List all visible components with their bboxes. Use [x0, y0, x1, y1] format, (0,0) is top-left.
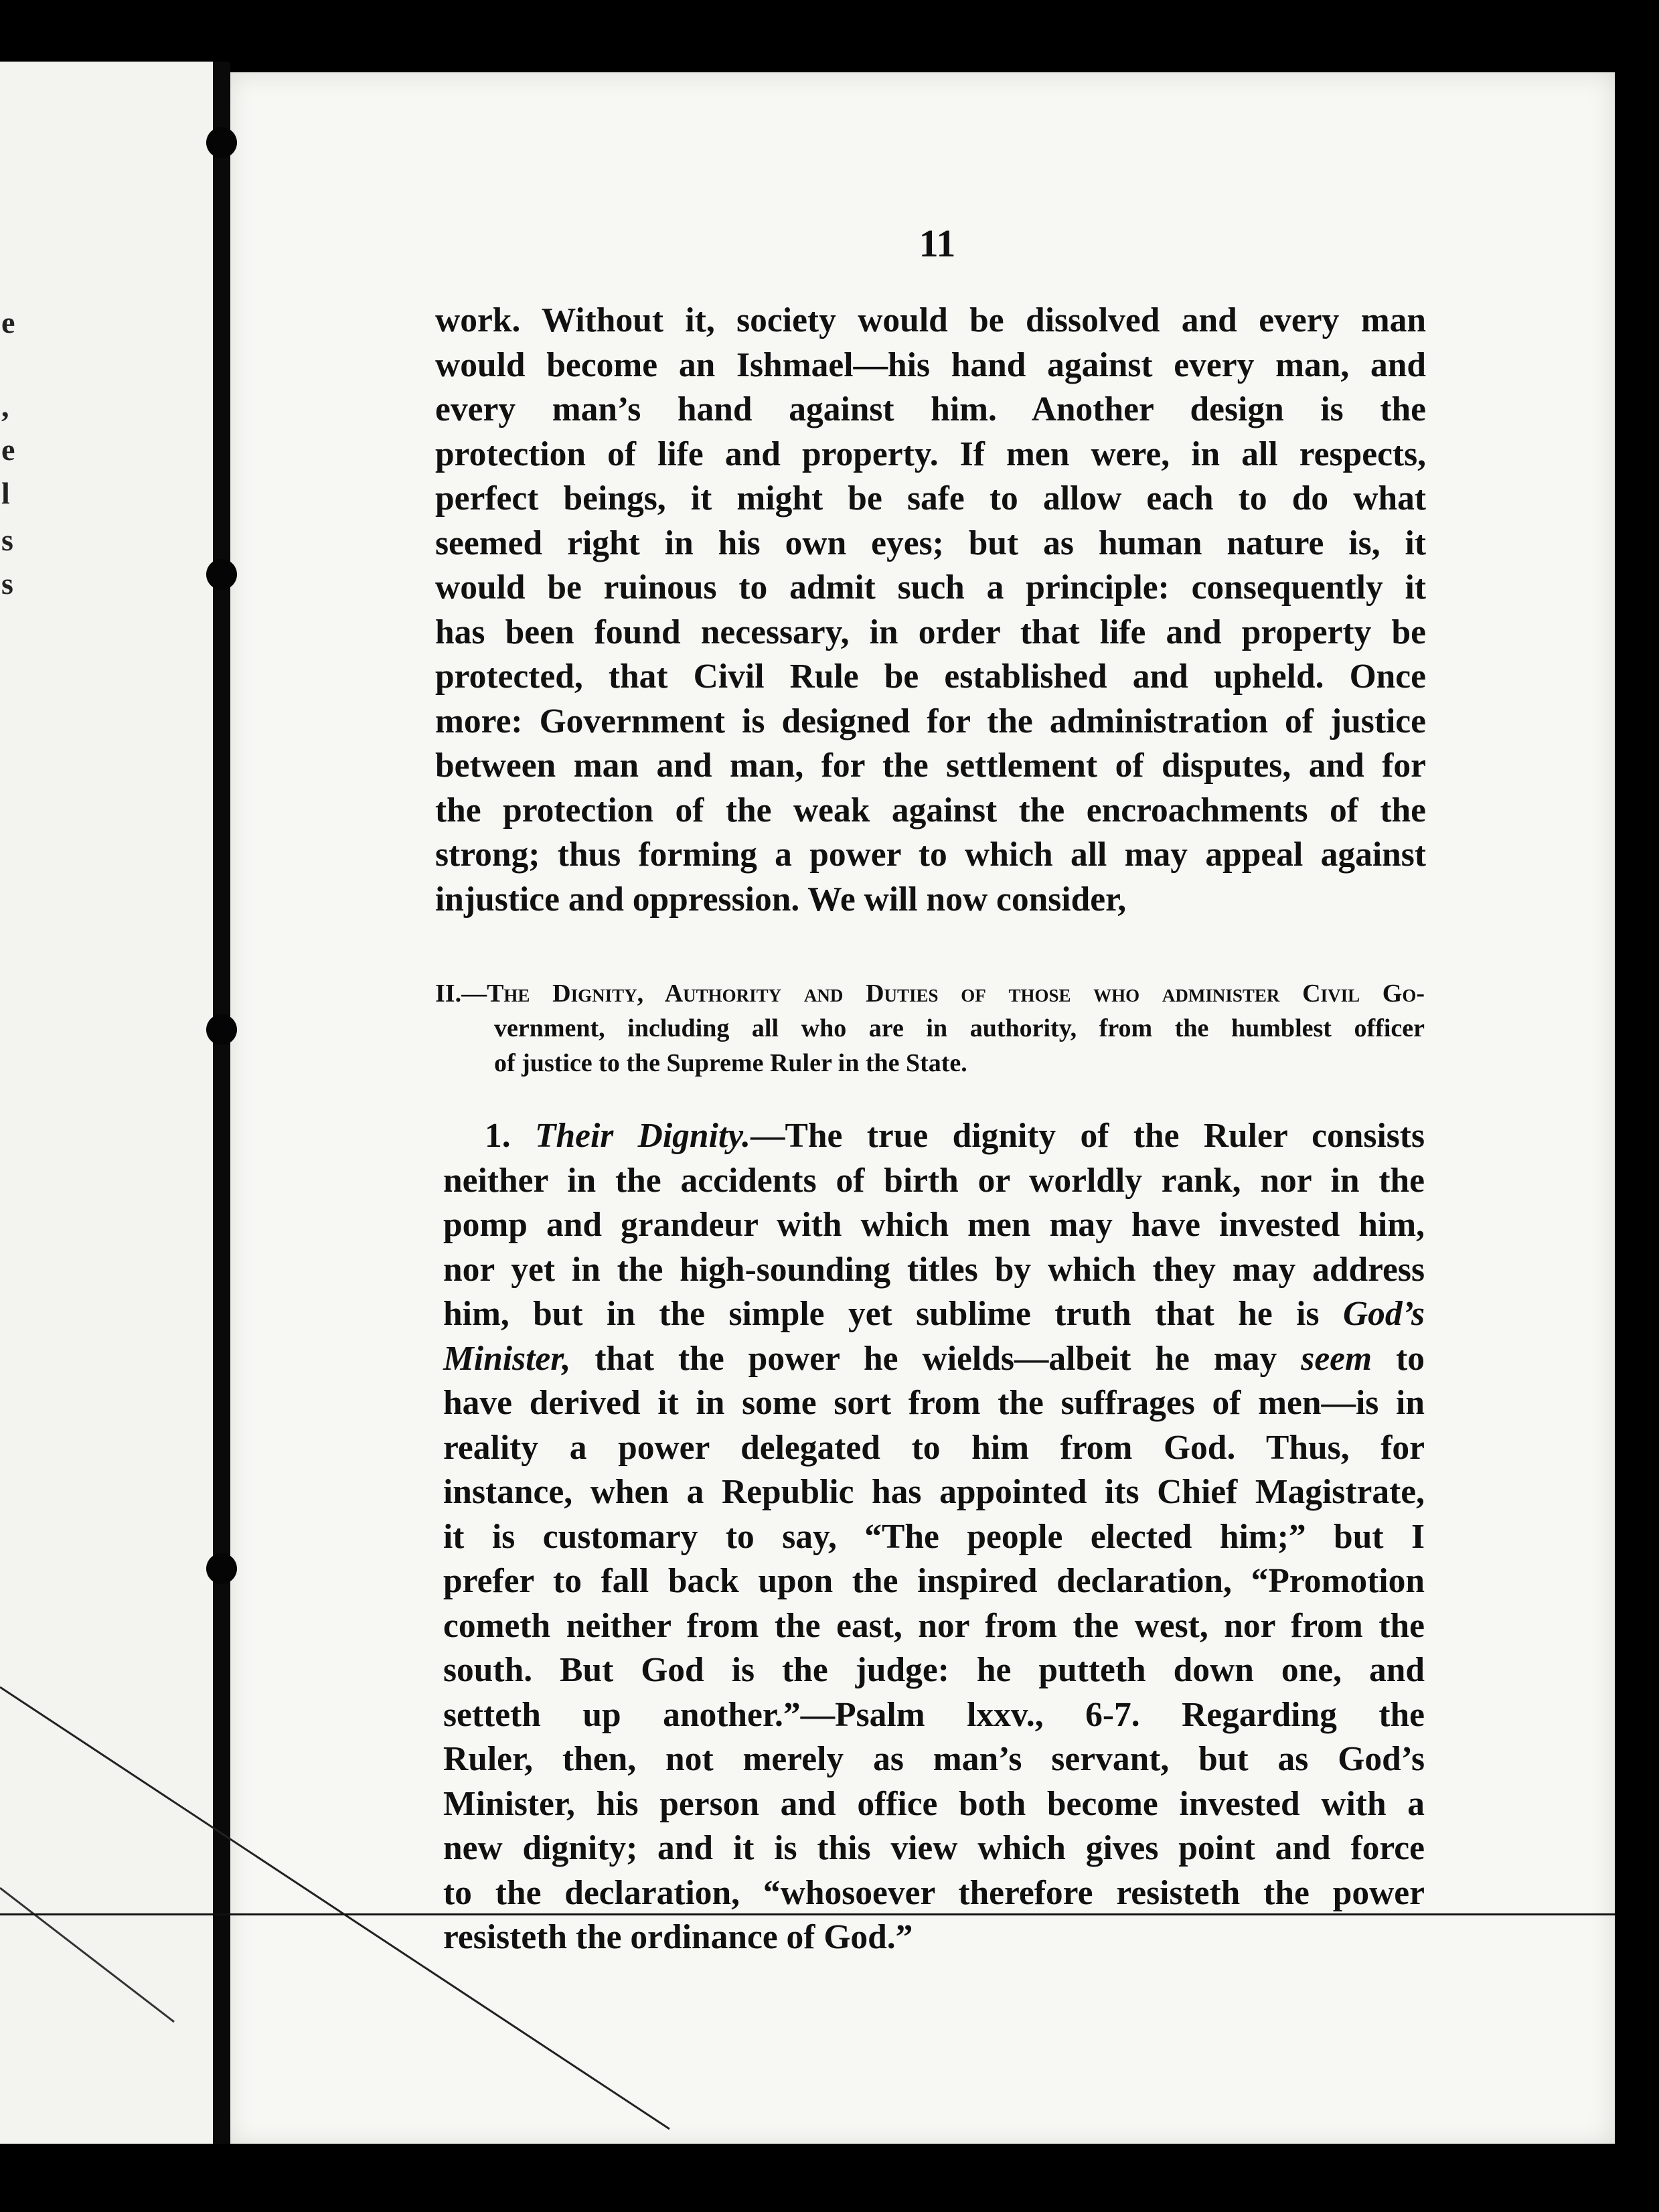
binding-knot	[206, 1553, 237, 1584]
text-line: south. But God is the judge: he putteth down one, and	[443, 1651, 1425, 1689]
text-line: to the declaration, “whosoever therefore resisteth the power	[443, 1873, 1425, 1912]
text-line: every man’s hand against him. Another design is the	[435, 390, 1426, 428]
text-run: —The true dignity of the Ruler consists	[750, 1117, 1425, 1155]
text-run: to	[1396, 1339, 1425, 1378]
paragraph-number: 1.	[485, 1117, 511, 1155]
heading-line: II.—The Dignity, Authority and Duties of those who administer Civil Go-	[435, 979, 1425, 1008]
text-run: that the power he wields—albeit he may	[595, 1339, 1277, 1378]
text-line	[443, 1114, 1425, 1159]
body-paragraph-2	[443, 1114, 1425, 1960]
heading-line: vernment, including all who are in authority, from the humblest officer	[494, 1014, 1425, 1042]
text-line: Ruler, then, not merely as man’s servant, but as God’s	[443, 1740, 1425, 1778]
text-line: setteth up another.”—Psalm lxxv., 6-7. Regarding the	[443, 1695, 1425, 1734]
facing-page-letter: s	[1, 566, 13, 601]
text-line: resisteth the ordinance of God.”	[443, 1918, 913, 1956]
text-line: perfect beings, it might be safe to allow each to do what	[435, 479, 1426, 518]
text-line: pomp and grandeur with which men may have invested him,	[443, 1206, 1425, 1244]
scan-right-edge	[1615, 0, 1659, 2212]
text-line: Minister, his person and office both become invested with a	[443, 1784, 1425, 1823]
italic-term: Minister,	[443, 1339, 571, 1378]
text-run: him, but in the simple yet sublime truth that he is	[443, 1295, 1320, 1333]
text-line: more: Government is designed for the administration of justice	[435, 702, 1426, 740]
text-line: has been found necessary, in order that life and property be	[435, 613, 1426, 651]
text-line: have derived it in some sort from the suffrages of men—is in	[443, 1384, 1425, 1422]
text-line: new dignity; and it is this view which gives point and force	[443, 1829, 1425, 1867]
text-line: protection of life and property. If men were, in all respects,	[435, 434, 1426, 473]
text-line: work. Without it, society would be dissolved and every man	[435, 301, 1426, 339]
text-line: would be ruinous to admit such a principle: consequently it	[435, 568, 1426, 607]
facing-page-letter: l	[1, 476, 10, 510]
page-number: 11	[919, 222, 956, 265]
facing-page-letter: ,	[1, 389, 9, 423]
scan-bottom-edge	[0, 2144, 1659, 2212]
text-line: the protection of the weak against the encroachments of the	[435, 791, 1426, 830]
text-line: cometh neither from the east, nor from the west, nor from the	[443, 1606, 1425, 1645]
text-line: injustice and oppression. We will now consider,	[435, 880, 1127, 919]
body-paragraph-1	[435, 299, 1426, 922]
text-line: would become an Ishmael—his hand against every man, and	[435, 345, 1426, 384]
section-heading	[435, 976, 1425, 1081]
text-line: neither in the accidents of birth or worldly rank, nor in the	[443, 1161, 1425, 1200]
text-line	[443, 1337, 1425, 1382]
text-line: prefer to fall back upon the inspired declaration, “Promotion	[443, 1562, 1425, 1600]
heading-line: of justice to the Supreme Ruler in the State.	[494, 1049, 967, 1077]
facing-page-letter: e	[1, 432, 15, 467]
binding-knot	[206, 127, 237, 158]
text-line: protected, that Civil Rule be established and upheld. Once	[435, 657, 1426, 696]
text-line: seemed right in his own eyes; but as human nature is, it	[435, 524, 1426, 562]
italic-term: seem	[1301, 1339, 1372, 1378]
text-line: nor yet in the high-sounding titles by which they may address	[443, 1250, 1425, 1289]
text-line: it is customary to say, “The people elected him;” but I	[443, 1517, 1425, 1556]
facing-page-letter: e	[1, 305, 15, 339]
paragraph-title: Their Dignity.	[535, 1117, 751, 1155]
text-line	[443, 1292, 1425, 1337]
facing-page-letter: s	[1, 523, 13, 557]
italic-term: God’s	[1342, 1295, 1425, 1333]
binding-knot	[206, 1014, 237, 1045]
text-line: reality a power delegated to him from God. Thus, for	[443, 1428, 1425, 1467]
text-line: between man and man, for the settlement of disputes, and for	[435, 746, 1426, 785]
text-line: instance, when a Republic has appointed its Chief Magistrate,	[443, 1473, 1425, 1511]
binding-knot	[206, 559, 237, 590]
text-line: strong; thus forming a power to which all may appeal against	[435, 836, 1426, 874]
